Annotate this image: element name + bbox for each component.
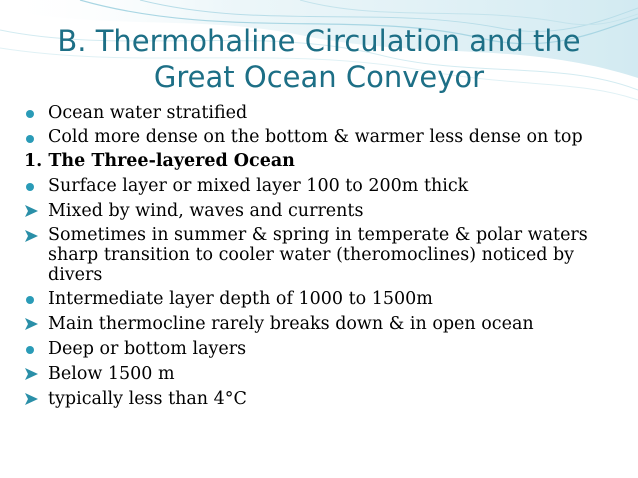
list-item bbox=[24, 200, 624, 222]
list-item-text: typically less than 4°C bbox=[48, 389, 247, 409]
list-item-text: Sometimes in summer & spring in temperate & polar waters sharp transition to cooler water (theromoclines) noticed by divers bbox=[48, 225, 588, 285]
list-item-text: Intermediate layer depth of 1000 to 1500m bbox=[48, 289, 433, 309]
list-item bbox=[24, 313, 624, 335]
list-item bbox=[24, 225, 624, 285]
section-heading-text: 1. The Three-layered Ocean bbox=[24, 151, 295, 171]
list-item-text: Ocean water stratified bbox=[48, 103, 248, 123]
list-item-text: Mixed by wind, waves and currents bbox=[48, 201, 364, 221]
bullet-dot-icon bbox=[26, 346, 34, 354]
list-item-text: Deep or bottom layers bbox=[48, 339, 247, 359]
list-item-text: Surface layer or mixed layer 100 to 200m thick bbox=[48, 176, 469, 196]
section-heading bbox=[24, 150, 624, 172]
bullet-dot-icon bbox=[26, 135, 34, 143]
bullet-dot-icon bbox=[26, 110, 34, 118]
bullet-dot-icon bbox=[26, 183, 34, 191]
list-item bbox=[24, 102, 624, 124]
list-item bbox=[24, 388, 624, 410]
bullet-dot-icon bbox=[26, 296, 34, 304]
bullet-list bbox=[24, 102, 624, 413]
list-item bbox=[24, 338, 624, 360]
list-item bbox=[24, 175, 624, 197]
list-item-text: Below 1500 m bbox=[48, 364, 175, 384]
slide-title bbox=[20, 23, 618, 95]
title-line-2: Great Ocean Conveyor bbox=[153, 60, 485, 94]
title-line-1: B. Thermohaline Circulation and the bbox=[57, 24, 581, 58]
list-item-text: Main thermocline rarely breaks down & in open ocean bbox=[48, 314, 534, 334]
list-item bbox=[24, 127, 624, 147]
list-item bbox=[24, 288, 624, 310]
list-item-text: Cold more dense on the bottom & warmer less dense on top bbox=[48, 127, 583, 147]
list-item bbox=[24, 363, 624, 385]
